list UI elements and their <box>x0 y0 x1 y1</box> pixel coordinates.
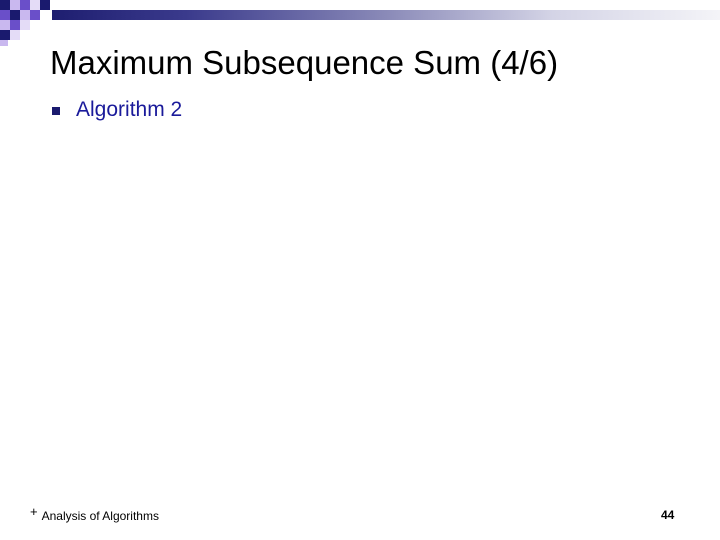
footer-text: Analysis of Algorithms <box>41 509 159 523</box>
page-number: 44 <box>661 508 675 522</box>
corner-checker-decoration <box>0 0 60 48</box>
footer <box>30 504 159 523</box>
slide-title: Maximum Subsequence Sum (4/6) <box>50 44 559 81</box>
bullet-list <box>50 96 182 124</box>
bullet-text: Algorithm 2 <box>76 98 183 121</box>
footer-plus-marker: + <box>30 504 38 519</box>
square-bullet-icon <box>52 107 60 115</box>
bullet-item <box>50 96 182 124</box>
title-gradient-band <box>52 10 720 20</box>
